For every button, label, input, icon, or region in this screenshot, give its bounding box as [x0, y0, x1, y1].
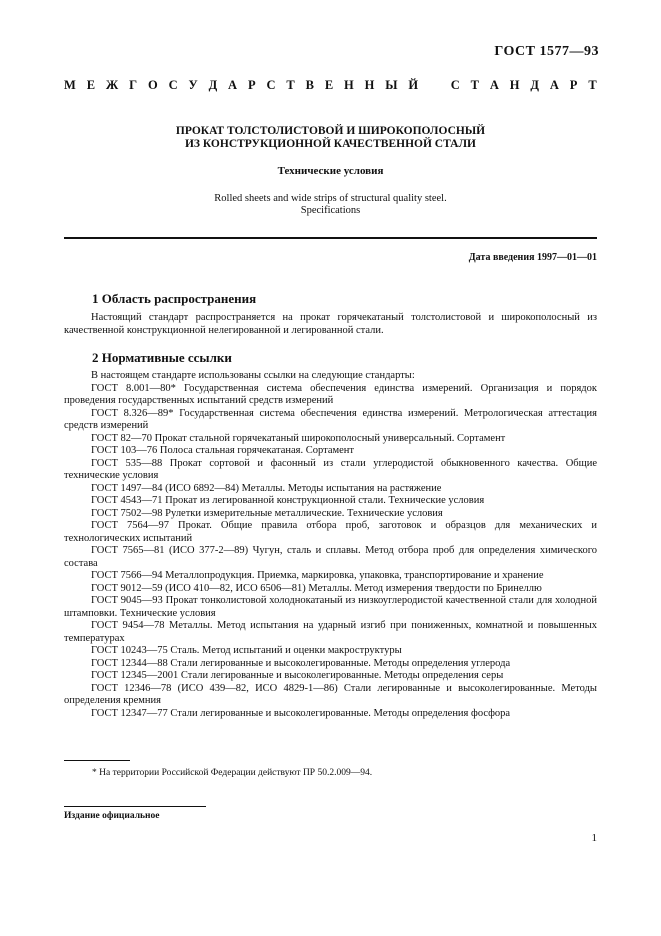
reference-item: ГОСТ 535—88 Прокат сортовой и фасонный из стали углеродистой обыкновенного качества. Общие технические условия — [64, 457, 597, 481]
paragraph: Настоящий стандарт распространяется на прокат горячекатаный толстолистовой и широкополосный из качественной конструкционной нелегированной и легированной стали. — [64, 312, 597, 336]
reference-item: ГОСТ 12346—78 (ИСО 439—82, ИСО 4829-1—86) Стали легированные и высоколегированные. Методы определения кремния — [64, 682, 597, 706]
heading-letter: В — [305, 78, 314, 92]
reference-item: ГОСТ 1497—84 (ИСО 6892—84) Металлы. Методы испытания на растяжение — [91, 482, 442, 494]
reference-item: ГОСТ 12344—88 Стали легированные и высоколегированные. Методы определения углерода — [91, 657, 511, 669]
footnote: * На территории Российской Федерации действуют ПР 50.2.009—94. — [92, 768, 373, 778]
publication-note: Издание официальное — [64, 811, 160, 821]
references-intro: В настоящем стандарте использованы ссылки на следующие стандарты: — [91, 370, 415, 381]
reference-item: ГОСТ 8.001—80* Государственная система обеспечения единства измерений. Организация и порядок проведения государственных испытаний средств измерений — [64, 382, 597, 406]
heading-letter: Д — [208, 78, 218, 92]
heading-letter: М — [64, 78, 76, 92]
heading-letter: С — [450, 78, 460, 92]
heading-letter: Н — [344, 78, 354, 92]
heading-letter: Е — [324, 78, 334, 92]
heading-letter: Т — [588, 78, 597, 92]
reference-item: ГОСТ 9012—59 (ИСО 410—82, ИСО 6506—81) Металлы. Метод измерения твердости по Бринеллю — [91, 582, 542, 594]
reference-item: ГОСТ 10243—75 Сталь. Метод испытаний и оценки макроструктуры — [91, 645, 402, 656]
heading-letter: А — [549, 78, 559, 92]
reference-item: ГОСТ 7502—98 Рулетки измерительные металлические. Технические условия — [91, 507, 443, 519]
introduction-date: Дата введения 1997—01—01 — [468, 252, 597, 263]
section-2-body — [64, 370, 597, 720]
title-divider — [64, 237, 597, 239]
english-title-line-2: Specifications — [300, 205, 361, 216]
reference-item: ГОСТ 9045—93 Прокат тонколистовой холоднокатаный из низкоуглеродистой качественной стали для холодной штамповки. Технические условия — [64, 595, 597, 619]
heading-letter: Т — [286, 78, 295, 92]
section-2-heading: 2 Нормативные ссылки — [92, 350, 232, 365]
heading-letter: У — [188, 78, 198, 92]
section-1-body — [64, 312, 597, 337]
section-1-heading: 1 Область распространения — [92, 291, 257, 306]
heading-letter: С — [168, 78, 178, 92]
heading-letter: Й — [408, 78, 419, 92]
heading-letter: Г — [129, 78, 138, 92]
reference-item: ГОСТ 12345—2001 Стали легированные и высоколегированные. Методы определения серы — [91, 670, 504, 681]
reference-item: ГОСТ 9454—78 Металлы. Метод испытания на ударный изгиб при пониженных, комнатной и повышенных температурах — [64, 620, 597, 644]
reference-item: ГОСТ 7564—97 Прокат. Общие правила отбора проб, заготовок и образцов для механических и технологических испытаний — [64, 520, 597, 544]
heading-letter: Т — [470, 78, 480, 92]
heading-letter: Н — [364, 78, 375, 92]
reference-item: ГОСТ 12347—77 Стали легированные и высоколегированные. Методы определения фосфора — [91, 707, 511, 719]
heading-letter: А — [228, 78, 238, 92]
standard-type-heading — [64, 78, 597, 93]
heading-letter: Е — [86, 78, 96, 92]
document-title — [64, 125, 597, 151]
gost-number: ГОСТ 1577—93 — [494, 44, 599, 59]
reference-item: ГОСТ 7566—94 Металлопродукция. Приемка, маркировка, упаковка, транспортирование и хранение — [91, 570, 544, 581]
heading-letter: О — [147, 78, 158, 92]
heading-letter: Р — [247, 78, 256, 92]
reference-item: ГОСТ 7565—81 (ИСО 377-2—89) Чугун, сталь и сплавы. Метод отбора проб для определения химического состава — [64, 545, 597, 569]
publication-divider — [64, 806, 206, 807]
heading-letter: Р — [569, 78, 578, 92]
document-subtitle: Технические условия — [277, 165, 384, 177]
footnote-divider — [64, 760, 130, 761]
reference-item: ГОСТ 8.326—89* Государственная система обеспечения единства измерений. Метрологическая аттестация средств измерений — [64, 407, 597, 431]
reference-item: ГОСТ 103—76 Полоса стальная горячекатаная. Сортамент — [91, 445, 354, 456]
reference-item: ГОСТ 4543—71 Прокат из легированной конструкционной стали. Технические условия — [91, 495, 485, 506]
reference-item: ГОСТ 82—70 Прокат стальной горячекатаный широкополосный универсальный. Сортамент — [91, 432, 506, 444]
heading-letter: А — [489, 78, 499, 92]
english-title — [64, 193, 597, 217]
title-line-1: ПРОКАТ ТОЛСТОЛИСТОВОЙ И ШИРОКОПОЛОСНЫЙ — [175, 125, 486, 137]
heading-letter: Д — [530, 78, 540, 92]
english-title-line-1: Rolled sheets and wide strips of structural quality steel. — [214, 193, 447, 204]
heading-letter: С — [266, 78, 276, 92]
page-number: 1 — [591, 832, 597, 844]
heading-letter: Ж — [105, 78, 119, 92]
title-line-2: ИЗ КОНСТРУКЦИОННОЙ КАЧЕСТВЕННОЙ СТАЛИ — [184, 138, 476, 150]
heading-letter: Ы — [385, 78, 398, 92]
heading-letter: Н — [509, 78, 520, 92]
